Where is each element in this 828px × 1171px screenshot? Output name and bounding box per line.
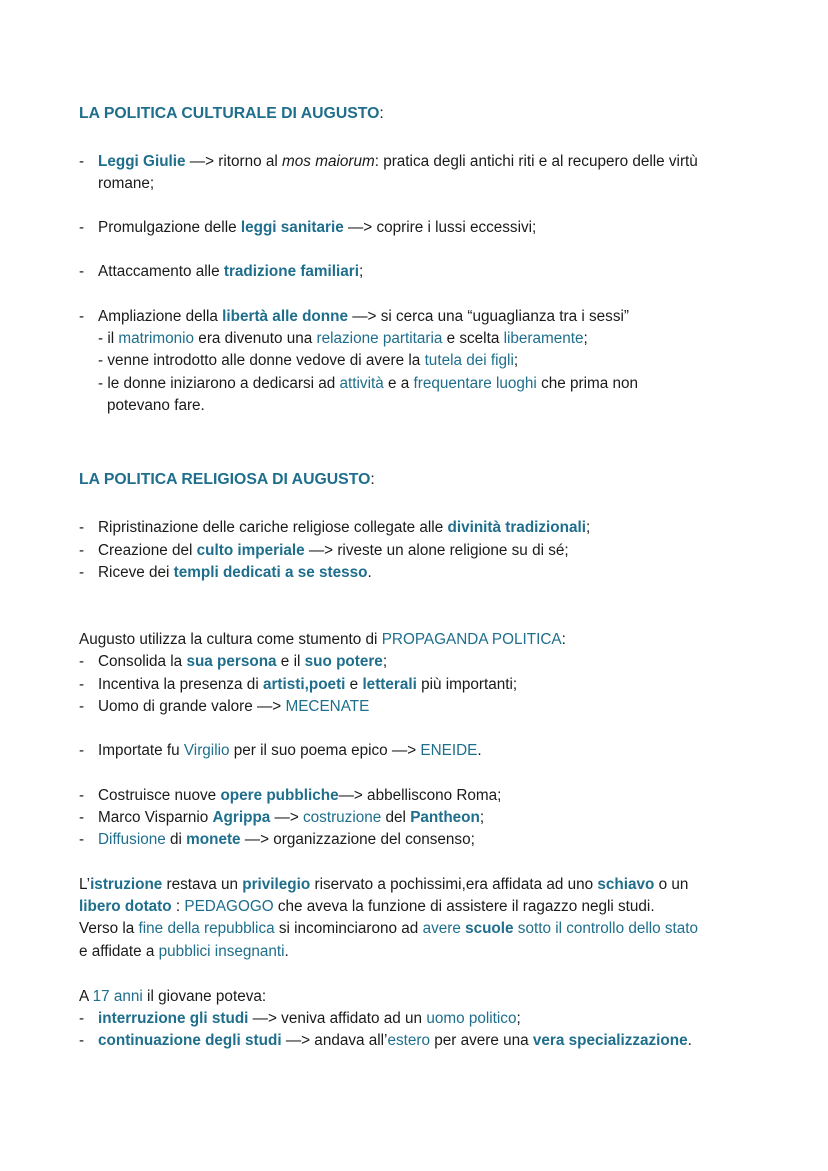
keyword: artisti,poeti: [262, 676, 346, 693]
text: per il suo poema epico —>: [229, 742, 421, 759]
sub-item-matrimonio: [98, 328, 588, 350]
text: riservato a pochissimi,era affidata ad uno: [310, 876, 598, 893]
bullet-consolida: [98, 651, 387, 673]
giovane-intro: [79, 986, 266, 1008]
text: Importate fu: [98, 742, 184, 759]
bullet-dash: -: [79, 676, 85, 693]
italic-text: mos maiorum: [282, 153, 375, 170]
bullet-liberta-donne: [98, 306, 629, 328]
bullet-incentiva: [98, 674, 517, 696]
keyword: privilegio: [242, 876, 311, 893]
bullet-dash: -: [79, 831, 85, 848]
bullet-dash: -: [79, 519, 85, 536]
keyword: divinità tradizionali: [447, 519, 587, 536]
keyword: opere pubbliche: [220, 787, 339, 804]
heading-text: LA POLITICA CULTURALE DI AUGUSTO: [79, 105, 380, 122]
bullet-continuazione: [98, 1030, 692, 1052]
highlight: liberamente: [503, 330, 584, 347]
istruzione-line-3: [79, 918, 698, 940]
keyword: leggi sanitarie: [240, 219, 344, 236]
text: Marco Visparnio: [98, 809, 213, 826]
text: Uomo di grande valore —>: [98, 698, 286, 715]
text: - le donne iniziarono a dedicarsi ad: [98, 375, 340, 392]
text: —> andava all’: [281, 1032, 388, 1049]
highlight: matrimonio: [118, 330, 195, 347]
keyword: libertà alle donne: [222, 308, 348, 325]
keyword: letterali: [362, 676, 417, 693]
heading-colon: :: [379, 105, 384, 122]
text: e il: [276, 653, 305, 670]
sub-item-tutela: [98, 350, 518, 372]
section-heading-culturale: [79, 103, 384, 125]
bullet-mecenate: [98, 696, 369, 718]
bullet-leggi-giulie-cont: [98, 173, 154, 195]
bullet-agrippa: [98, 807, 484, 829]
keyword: istruzione: [90, 876, 163, 893]
istruzione-line-2: [79, 896, 655, 918]
bullet-dash: -: [79, 742, 85, 759]
bullet-divinita: [98, 517, 590, 539]
text: .: [367, 564, 372, 581]
text: il giovane poteva:: [142, 988, 267, 1005]
text: Creazione del: [98, 542, 197, 559]
text: era divenuto una: [194, 330, 317, 347]
text: romane;: [98, 175, 155, 192]
text: Promulgazione delle: [98, 219, 241, 236]
text: —> si cerca una “uguaglianza tra i sessi”: [347, 308, 629, 325]
keyword: Pantheon: [410, 809, 480, 826]
bullet-interruzione: [98, 1008, 521, 1030]
bullet-leggi-giulie: [98, 151, 698, 173]
text: ;: [382, 653, 388, 670]
heading-text: LA POLITICA RELIGIOSA DI AUGUSTO: [79, 471, 371, 488]
keyword: schiavo: [597, 876, 655, 893]
highlight: relazione partitaria: [316, 330, 443, 347]
bullet-leggi-sanitarie: [98, 217, 536, 239]
text: —> abbelliscono Roma;: [338, 787, 502, 804]
highlight: PROPAGANDA POLITICA: [381, 631, 562, 648]
bullet-dash: -: [79, 219, 85, 236]
keyword: libero dotato: [79, 898, 172, 915]
section-heading-religiosa: [79, 469, 375, 491]
text: —> riveste un alone religione su di sé;: [304, 542, 569, 559]
keyword: Leggi Giulie: [98, 153, 186, 170]
bullet-monete: [98, 829, 475, 851]
text: più importanti;: [416, 676, 518, 693]
text: —> veniva affidato ad un: [248, 1010, 427, 1027]
sub-item-attivita-cont: [107, 395, 205, 417]
highlight: estero: [387, 1032, 430, 1049]
text: e a: [383, 375, 414, 392]
bullet-dash: -: [79, 263, 85, 280]
bullet-opere: [98, 785, 501, 807]
bullet-dash: -: [79, 809, 85, 826]
istruzione-line-1: [79, 874, 688, 896]
keyword: interruzione gli studi: [98, 1010, 249, 1027]
highlight: costruzione: [303, 809, 382, 826]
text: - il: [98, 330, 119, 347]
bullet-dash: -: [79, 1032, 85, 1049]
text: per avere una: [429, 1032, 533, 1049]
text: Augusto utilizza la cultura come stumento di: [79, 631, 382, 648]
text: ;: [583, 330, 588, 347]
highlight: Diffusione: [98, 831, 166, 848]
text: .: [284, 943, 289, 960]
bullet-virgilio: [98, 740, 482, 762]
text: : pratica degli antichi riti e al recupero delle virtù: [374, 153, 698, 170]
text: Ampliazione della: [98, 308, 223, 325]
highlight: Virgilio: [183, 742, 230, 759]
text: —>: [270, 809, 304, 826]
text: e: [345, 676, 363, 693]
highlight: PEDAGOGO: [184, 898, 274, 915]
bullet-dash: -: [79, 153, 85, 170]
keyword: suo potere: [304, 653, 383, 670]
text: ;: [359, 263, 364, 280]
bullet-templi: [98, 562, 372, 584]
highlight: MECENATE: [285, 698, 370, 715]
text: si incominciarono ad: [274, 920, 423, 937]
keyword: continuazione degli studi: [98, 1032, 282, 1049]
text: :: [171, 898, 185, 915]
text: che prima non: [536, 375, 639, 392]
text: .: [477, 742, 482, 759]
keyword: vera specializzazione: [532, 1032, 688, 1049]
text: Riceve dei: [98, 564, 174, 581]
propaganda-intro: [79, 629, 566, 651]
text: che aveva la funzione di assistere il ragazzo negli studi.: [273, 898, 655, 915]
text: Incentiva la presenza di: [98, 676, 263, 693]
bullet-tradizione: [98, 261, 363, 283]
highlight: sotto il controllo dello stato: [517, 920, 699, 937]
text: Costruisce nuove: [98, 787, 221, 804]
keyword: Agrippa: [212, 809, 271, 826]
bullet-dash: -: [79, 308, 85, 325]
highlight: ENEIDE: [420, 742, 478, 759]
text: o un: [654, 876, 689, 893]
text: —> coprire i lussi eccessivi;: [343, 219, 537, 236]
text: Attaccamento alle: [98, 263, 224, 280]
text: del: [381, 809, 411, 826]
text: ;: [516, 1010, 521, 1027]
bullet-dash: -: [79, 542, 85, 559]
keyword: templi dedicati a se stesso: [173, 564, 368, 581]
text: Verso la: [79, 920, 139, 937]
text: ;: [513, 352, 519, 369]
text: L’: [79, 876, 91, 893]
text: A: [79, 988, 93, 1005]
highlight: tutela dei figli: [424, 352, 514, 369]
highlight: 17 anni: [92, 988, 143, 1005]
bullet-dash: -: [79, 653, 85, 670]
istruzione-line-4: [79, 941, 289, 963]
text: ;: [479, 809, 485, 826]
bullet-dash: -: [79, 787, 85, 804]
sub-item-attivita: [98, 373, 638, 395]
heading-colon: :: [370, 471, 375, 488]
text: e affidate a: [79, 943, 159, 960]
text: —> organizzazione del consenso;: [240, 831, 475, 848]
bullet-culto: [98, 540, 569, 562]
keyword: sua persona: [186, 653, 277, 670]
text: —> ritorno al: [185, 153, 283, 170]
text: :: [561, 631, 566, 648]
bullet-dash: -: [79, 1010, 85, 1027]
highlight: attività: [339, 375, 384, 392]
keyword: scuole: [465, 920, 514, 937]
highlight: avere: [422, 920, 461, 937]
highlight: uomo politico: [426, 1010, 517, 1027]
text: Ripristinazione delle cariche religiose collegate alle: [98, 519, 448, 536]
bullet-dash: -: [79, 564, 85, 581]
text: restava un: [162, 876, 243, 893]
text: e scelta: [442, 330, 504, 347]
highlight: pubblici insegnanti: [158, 943, 285, 960]
keyword: tradizione familiari: [223, 263, 359, 280]
highlight: fine della repubblica: [138, 920, 275, 937]
text: - venne introdotto alle donne vedove di avere la: [98, 352, 425, 369]
text: ;: [586, 519, 591, 536]
text: .: [687, 1032, 692, 1049]
text: potevano fare.: [107, 397, 205, 414]
keyword: monete: [186, 831, 241, 848]
text: Consolida la: [98, 653, 187, 670]
text: di: [165, 831, 187, 848]
highlight: frequentare luoghi: [413, 375, 537, 392]
bullet-dash: -: [79, 698, 85, 715]
keyword: culto imperiale: [196, 542, 305, 559]
